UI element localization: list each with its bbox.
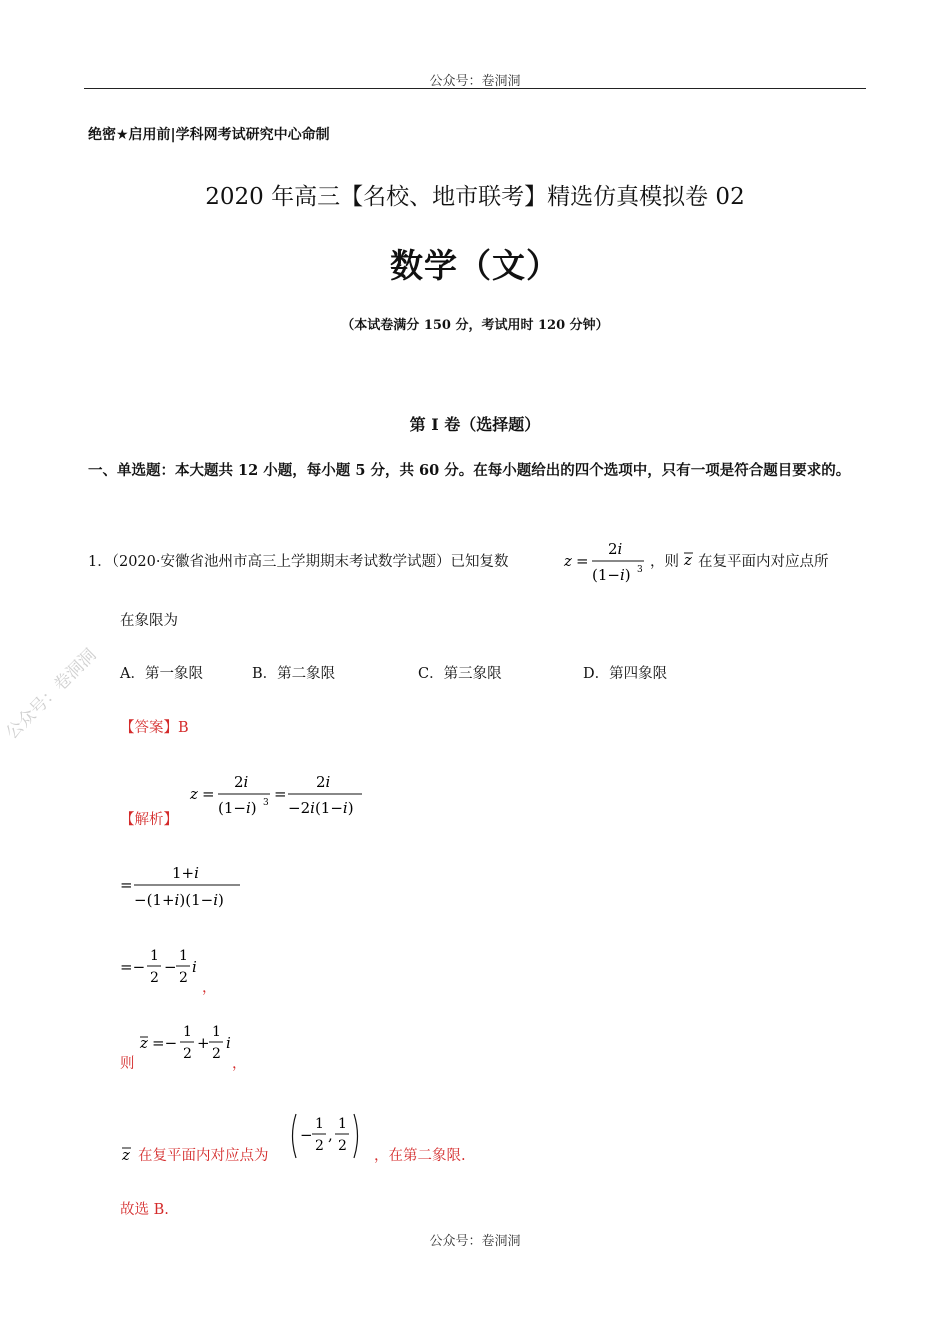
svg-text:2i: 2i [608,540,623,558]
svg-text:1: 1 [183,1024,192,1040]
svg-text:2: 2 [315,1138,324,1154]
z-conjugate-symbol [682,548,696,570]
svg-text:−2i(1−i): −2i(1−i) [288,799,354,817]
svg-text:z: z [190,785,198,803]
svg-text:=: = [274,785,287,803]
subject-title: 数学（文） [390,246,560,285]
svg-text:+: + [197,1034,210,1052]
svg-text:=: = [202,785,215,803]
analysis-conclusion-2: ，在第二象限. [374,1148,466,1164]
svg-text:z: z [140,1034,148,1052]
option-c: C．第三象限 [418,666,502,682]
question-1-suffix: 在复平面内对应点所 [698,554,829,570]
svg-text:1: 1 [338,1116,347,1132]
svg-text:−: − [300,1126,313,1144]
svg-text:(1−i): (1−i) [592,566,631,584]
svg-text:=: = [120,876,133,894]
analysis-formula-step1 [186,768,376,824]
option-d: D．第四象限 [583,666,668,682]
volume-title: 第 I 卷（选择题） [409,415,541,434]
svg-text:−(1+i)(1−i): −(1+i)(1−i) [134,891,224,909]
analysis-label: 【解析】 [120,812,178,828]
svg-text:3: 3 [637,565,643,575]
analysis-formula-conjugate [136,1020,236,1070]
svg-text:(1−i): (1−i) [218,799,257,817]
diagonal-watermark: 公众号：卷洞洞 [2,645,101,744]
svg-text:2: 2 [212,1046,221,1062]
svg-text:2: 2 [179,970,188,986]
svg-text:1: 1 [212,1024,221,1040]
svg-text:3: 3 [263,798,269,808]
confidential-line: 绝密★启用前|学科网考试研究中心命制 [88,127,330,143]
svg-text:=−: =− [152,1034,178,1052]
question-1-then: ，则 [650,554,679,570]
svg-text:1: 1 [150,948,159,964]
question-formula-z [560,536,656,588]
svg-text:2i: 2i [316,773,331,791]
analysis-formula-step2 [118,858,248,916]
svg-text:1: 1 [315,1116,324,1132]
svg-text:=: = [576,552,589,570]
svg-text:,: , [328,1126,333,1144]
z-conjugate-symbol-2 [120,1144,134,1166]
svg-text:z: z [684,551,692,569]
svg-text:1+i: 1+i [172,864,199,882]
svg-text:2: 2 [338,1138,347,1154]
svg-text:2i: 2i [234,773,249,791]
page-footer: 公众号：卷洞洞 [429,1234,521,1249]
svg-text:−: − [164,958,177,976]
exam-note: （本试卷满分 150 分，考试用时 120 分钟） [341,318,609,333]
svg-text:z: z [564,552,572,570]
analysis-comma-2: ， [232,1056,247,1072]
svg-text:i: i [226,1034,231,1052]
svg-text:=−: =− [120,958,146,976]
svg-text:1: 1 [179,948,188,964]
analysis-conclusion-1: 在复平面内对应点为 [138,1148,269,1164]
question-1-prefix: 1．（2020·安徽省池州市高三上学期期末考试数学试题）已知复数 [88,554,509,570]
page-header: 公众号：卷洞洞 [429,74,521,89]
option-a: A．第一象限 [120,666,203,682]
analysis-point-coordinates [288,1108,372,1164]
svg-text:2: 2 [183,1046,192,1062]
section-heading: 一、单选题：本大题共 12 小题，每小题 5 分，共 60 分。在每小题给出的四个选项中，只有一项是符合题目要求的。 [88,462,851,479]
svg-text:z: z [122,1146,130,1164]
question-1-line2: 在象限为 [120,613,178,629]
analysis-final: 故选 B. [120,1202,169,1218]
analysis-comma-1: ， [202,980,217,996]
header-rule [84,88,866,89]
svg-text:2: 2 [150,970,159,986]
svg-text:i: i [192,958,197,976]
analysis-formula-step3 [118,944,208,994]
answer-label: 【答案】B [120,720,189,736]
option-b: B．第二象限 [252,666,336,682]
exam-title: 2020 年高三【名校、地市联考】精选仿真模拟卷 02 [205,184,745,210]
analysis-then-label: 则 [120,1056,135,1072]
